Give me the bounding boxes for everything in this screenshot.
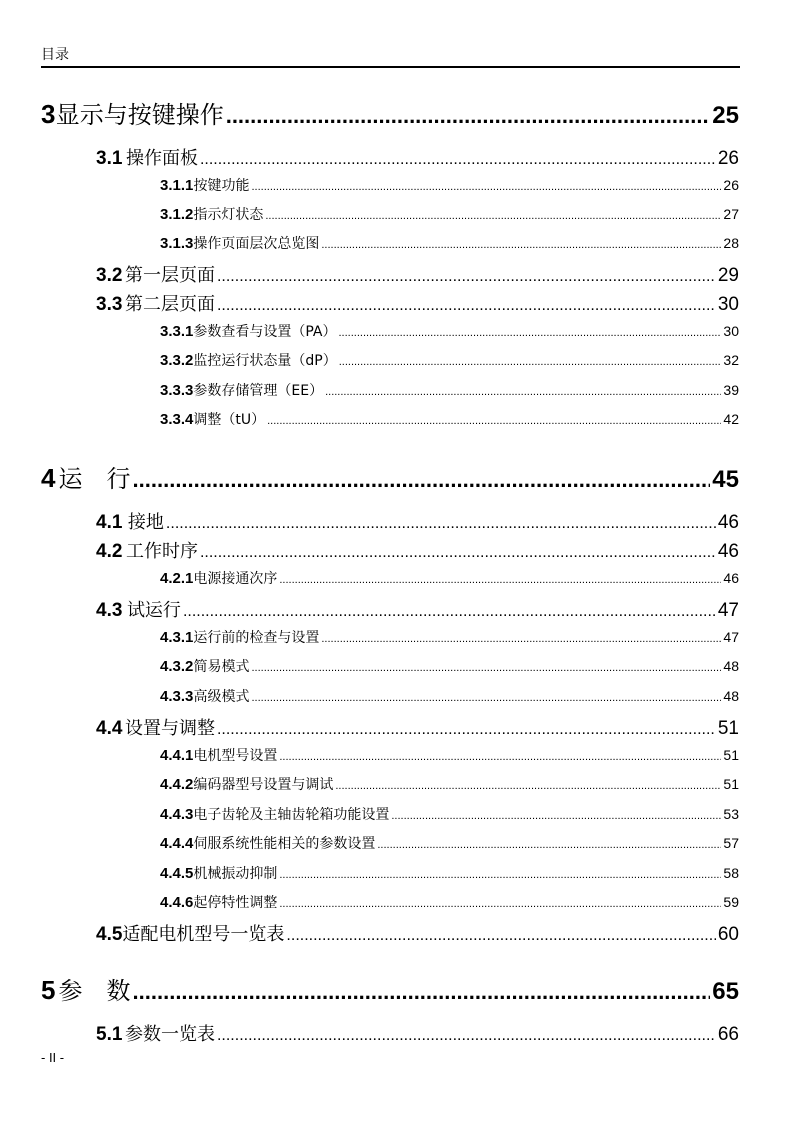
- toc-title: 试运行: [126, 600, 181, 621]
- toc-section-5-1[interactable]: [96, 1020, 739, 1046]
- toc-number: 4.4.5: [160, 865, 194, 882]
- toc-title: 运 行: [58, 465, 131, 493]
- toc-page: 65: [712, 978, 739, 1005]
- toc-leader: [200, 544, 716, 562]
- toc-title: 显示与按键操作: [55, 101, 224, 129]
- toc-number: 3.3.2: [160, 352, 194, 369]
- toc-leader: [217, 721, 716, 739]
- toc-leader: [279, 751, 721, 763]
- toc-leader: [226, 103, 711, 129]
- toc-number: 4.2: [96, 541, 123, 562]
- toc-leader: [200, 151, 716, 169]
- toc-page: 30: [723, 323, 739, 339]
- toc-number: 3.1.1: [160, 177, 194, 194]
- toc-number: 3.3: [96, 294, 123, 315]
- toc-leader: [251, 662, 721, 674]
- toc-number: 5.1: [96, 1024, 123, 1045]
- toc-leader: [133, 979, 711, 1005]
- toc-title: 操作面板: [125, 148, 198, 169]
- toc-page: 66: [717, 1024, 739, 1045]
- toc-leader: [133, 467, 711, 493]
- toc-number: 4.4.4: [160, 835, 194, 852]
- toc-number: 4.4: [96, 718, 123, 739]
- page-header-title: 目录: [41, 47, 69, 63]
- toc-section-4-3[interactable]: [96, 596, 739, 622]
- toc-title: 参数存储管理（EE）: [193, 383, 324, 399]
- toc-title: 电子齿轮及主轴齿轮箱功能设置: [193, 807, 390, 823]
- toc-page: 26: [723, 177, 739, 193]
- toc-title: 设置与调整: [124, 718, 215, 739]
- toc-subsection-3-3-2[interactable]: [160, 350, 739, 372]
- toc-leader: [321, 239, 721, 251]
- toc-title: 适配电机型号一览表: [122, 924, 285, 945]
- toc-subsection-4-3-2[interactable]: [160, 656, 739, 678]
- toc-number: 4.3.2: [160, 658, 194, 675]
- toc-page: 32: [723, 352, 739, 368]
- toc-page: 51: [723, 776, 739, 792]
- toc-page: 57: [723, 835, 739, 851]
- header-divider: [41, 66, 740, 68]
- toc-title: 高级模式: [193, 689, 250, 705]
- toc-leader: [183, 603, 716, 621]
- toc-leader: [251, 692, 721, 704]
- toc-number: 3.1: [96, 148, 123, 169]
- toc-number: 3.1.2: [160, 206, 194, 223]
- toc-section-3-3[interactable]: [96, 290, 739, 316]
- toc-leader: [377, 839, 721, 851]
- toc-subsection-3-1-2[interactable]: [160, 204, 739, 226]
- toc-chapter-4[interactable]: [41, 459, 739, 493]
- toc-page: 48: [723, 688, 739, 704]
- toc-title: 参数查看与设置（PA）: [193, 324, 337, 340]
- toc-number: 4.4.1: [160, 747, 194, 764]
- toc-subsection-4-4-3[interactable]: [160, 804, 739, 826]
- toc-number: 4.4.3: [160, 806, 194, 823]
- toc-subsection-3-3-1[interactable]: [160, 321, 739, 343]
- toc-title: 参数一览表: [124, 1024, 215, 1045]
- toc-subsection-4-2-1[interactable]: [160, 568, 739, 590]
- page-footer-number: - II -: [41, 1050, 65, 1065]
- toc-section-4-5[interactable]: [96, 920, 739, 946]
- toc-page: 47: [723, 629, 739, 645]
- toc-chapter-3[interactable]: [41, 95, 739, 129]
- toc-leader: [335, 780, 721, 792]
- toc-title: 电机型号设置: [193, 748, 278, 764]
- toc-title: 参 数: [58, 977, 131, 1005]
- toc-title: 伺服系统性能相关的参数设置: [193, 836, 376, 852]
- toc-leader: [217, 268, 716, 286]
- toc-title: 接地: [127, 512, 164, 533]
- toc-number: 4.4.2: [160, 776, 194, 793]
- toc-page: 29: [717, 265, 739, 286]
- toc-subsection-4-4-4[interactable]: [160, 833, 739, 855]
- toc-leader: [391, 810, 721, 822]
- toc-section-3-2[interactable]: [96, 261, 739, 287]
- toc-title: 电源接通次序: [193, 571, 278, 587]
- toc-section-4-1[interactable]: [96, 508, 739, 534]
- toc-page: 46: [717, 512, 739, 533]
- toc-subsection-4-4-5[interactable]: [160, 863, 739, 885]
- toc-number: 3.3.4: [160, 411, 194, 428]
- toc-page: 30: [717, 294, 739, 315]
- toc-subsection-3-1-3[interactable]: [160, 233, 739, 255]
- toc-page: 26: [717, 148, 739, 169]
- toc-leader: [321, 633, 721, 645]
- toc-leader: [325, 386, 721, 398]
- toc-subsection-3-3-3[interactable]: [160, 380, 739, 402]
- toc-page: 60: [717, 924, 739, 945]
- toc-chapter-5[interactable]: [41, 971, 739, 1005]
- toc-title: 按键功能: [193, 178, 250, 194]
- toc-number: 4.3: [96, 600, 123, 621]
- toc-title: 机械振动抑制: [193, 866, 278, 882]
- toc-leader: [279, 869, 721, 881]
- toc-leader: [217, 297, 716, 315]
- toc-page: 39: [723, 382, 739, 398]
- toc-number: 3.3.1: [160, 323, 194, 340]
- toc-number: 3.1.3: [160, 235, 194, 252]
- toc-title: 调整（tU）: [193, 412, 266, 428]
- toc-subsection-3-3-4[interactable]: [160, 409, 739, 431]
- toc-page: 45: [712, 466, 739, 493]
- toc-section-4-2[interactable]: [96, 537, 739, 563]
- toc-page: 58: [723, 865, 739, 881]
- toc-number: 5: [41, 975, 56, 1005]
- toc-page: 48: [723, 658, 739, 674]
- toc-page: 42: [723, 411, 739, 427]
- toc-title: 监控运行状态量（dP）: [193, 353, 337, 369]
- toc-leader: [279, 574, 721, 586]
- toc-leader: [279, 898, 721, 910]
- toc-page: 46: [717, 541, 739, 562]
- toc-page: 28: [723, 235, 739, 251]
- toc-number: 4.4.6: [160, 894, 194, 911]
- toc-title: 第一层页面: [124, 265, 215, 286]
- toc-title: 第二层页面: [124, 294, 215, 315]
- toc-section-3-1[interactable]: [96, 144, 739, 170]
- toc-page: 46: [723, 570, 739, 586]
- toc-page: 53: [723, 806, 739, 822]
- toc-title: 工作时序: [125, 541, 198, 562]
- toc-title: 运行前的检查与设置: [193, 630, 320, 646]
- toc-number: 4.5: [96, 924, 123, 945]
- toc-subsection-3-1-1[interactable]: [160, 175, 739, 197]
- toc-number: 4.3.1: [160, 629, 194, 646]
- toc-leader: [339, 327, 722, 339]
- toc-number: 3: [41, 99, 56, 129]
- toc-number: 4.3.3: [160, 688, 194, 705]
- toc-title: 简易模式: [193, 659, 250, 675]
- toc-subsection-4-3-3[interactable]: [160, 686, 739, 708]
- toc-title: 操作页面层次总览图: [193, 236, 320, 252]
- toc-number: 4: [41, 463, 56, 493]
- toc-number: 4.2.1: [160, 570, 194, 587]
- toc-title: 指示灯状态: [193, 207, 264, 223]
- toc-leader: [166, 515, 716, 533]
- toc-subsection-4-4-6[interactable]: [160, 892, 739, 914]
- toc-page: 47: [717, 600, 739, 621]
- toc-page: 59: [723, 894, 739, 910]
- toc-subsection-4-4-2[interactable]: [160, 774, 739, 796]
- toc-page: 51: [717, 718, 739, 739]
- toc-leader: [265, 210, 721, 222]
- toc-title: 编码器型号设置与调试: [193, 777, 334, 793]
- toc-leader: [251, 181, 721, 193]
- toc-section-4-4[interactable]: [96, 714, 739, 740]
- toc-page: 25: [712, 102, 739, 129]
- toc-number: 3.2: [96, 265, 123, 286]
- toc-leader: [217, 1027, 716, 1045]
- toc-number: 4.1: [96, 512, 123, 533]
- toc-number: 3.3.3: [160, 382, 194, 399]
- toc-page: 27: [723, 206, 739, 222]
- toc-leader: [339, 356, 722, 368]
- toc-leader: [267, 415, 721, 427]
- toc-title: 起停特性调整: [193, 895, 278, 911]
- toc-subsection-4-3-1[interactable]: [160, 627, 739, 649]
- toc-page: 51: [723, 747, 739, 763]
- toc-subsection-4-4-1[interactable]: [160, 745, 739, 767]
- toc-leader: [286, 927, 715, 945]
